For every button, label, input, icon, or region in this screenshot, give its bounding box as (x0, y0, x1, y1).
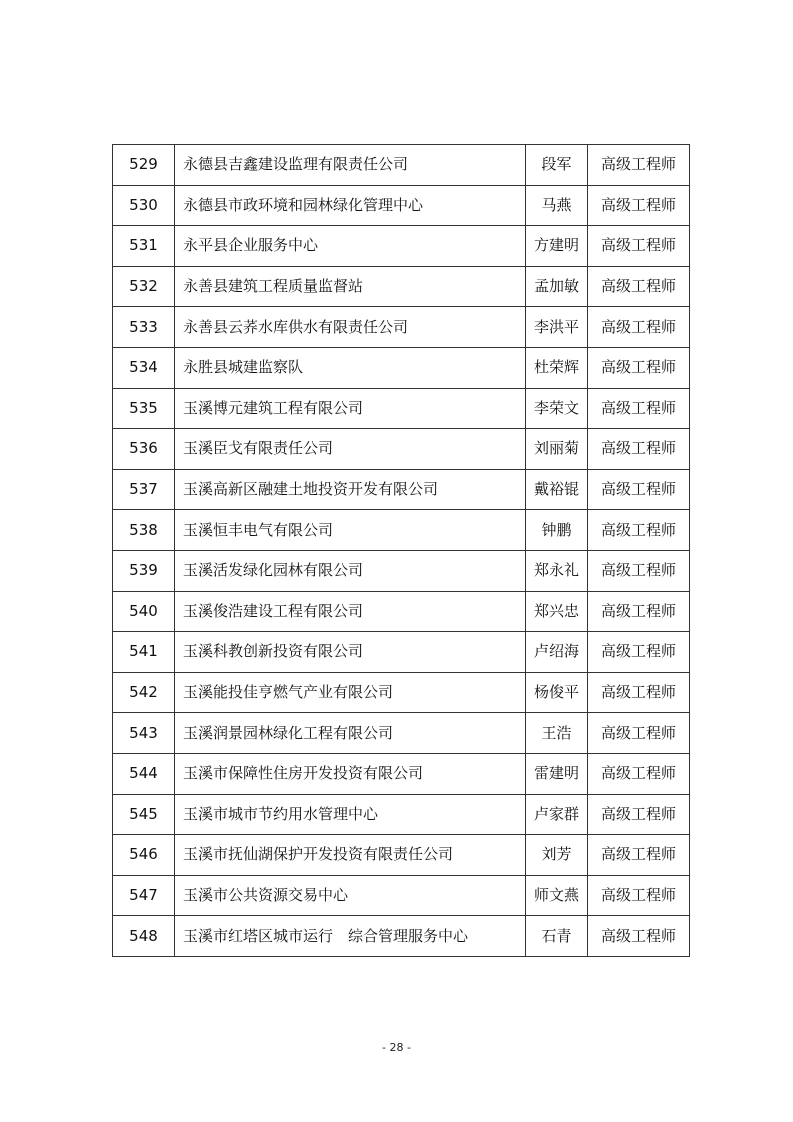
row-number-cell: 531 (113, 226, 175, 267)
job-title-cell: 高级工程师 (588, 307, 690, 348)
organization-cell: 玉溪俊浩建设工程有限公司 (175, 591, 526, 632)
table-row (113, 753, 690, 794)
table-row (113, 469, 690, 510)
job-title-cell: 高级工程师 (588, 632, 690, 673)
person-name-cell: 王浩 (526, 713, 588, 754)
person-name-cell: 杜荣辉 (526, 347, 588, 388)
job-title-cell: 高级工程师 (588, 469, 690, 510)
organization-cell: 玉溪高新区融建土地投资开发有限公司 (175, 469, 526, 510)
table-row (113, 429, 690, 470)
organization-cell: 玉溪科教创新投资有限公司 (175, 632, 526, 673)
person-name-cell: 郑永礼 (526, 550, 588, 591)
organization-cell: 玉溪润景园林绿化工程有限公司 (175, 713, 526, 754)
organization-cell: 永德县市政环境和园林绿化管理中心 (175, 185, 526, 226)
table-row (113, 347, 690, 388)
table-row (113, 388, 690, 429)
row-number-cell: 532 (113, 266, 175, 307)
row-number-cell: 537 (113, 469, 175, 510)
person-name-cell: 刘丽菊 (526, 429, 588, 470)
person-name-cell: 卢家群 (526, 794, 588, 835)
person-name-cell: 卢绍海 (526, 632, 588, 673)
organization-cell: 玉溪市公共资源交易中心 (175, 875, 526, 916)
table-row (113, 591, 690, 632)
table-body (113, 145, 690, 957)
job-title-cell: 高级工程师 (588, 226, 690, 267)
job-title-cell: 高级工程师 (588, 266, 690, 307)
organization-cell: 永平县企业服务中心 (175, 226, 526, 267)
job-title-cell: 高级工程师 (588, 591, 690, 632)
person-name-cell: 刘芳 (526, 835, 588, 876)
row-number-cell: 534 (113, 347, 175, 388)
row-number-cell: 535 (113, 388, 175, 429)
row-number-cell: 545 (113, 794, 175, 835)
table-row (113, 672, 690, 713)
organization-cell: 永胜县城建监察队 (175, 347, 526, 388)
person-name-cell: 方建明 (526, 226, 588, 267)
row-number-cell: 538 (113, 510, 175, 551)
table-row (113, 307, 690, 348)
table-row (113, 835, 690, 876)
person-name-cell: 钟鹏 (526, 510, 588, 551)
engineer-list-table (112, 144, 690, 957)
organization-cell: 永德县吉鑫建设监理有限责任公司 (175, 145, 526, 186)
organization-cell: 玉溪市抚仙湖保护开发投资有限责任公司 (175, 835, 526, 876)
table-row (113, 550, 690, 591)
job-title-cell: 高级工程师 (588, 835, 690, 876)
organization-cell: 玉溪市红塔区城市运行 综合管理服务中心 (175, 916, 526, 957)
row-number-cell: 541 (113, 632, 175, 673)
job-title-cell: 高级工程师 (588, 753, 690, 794)
row-number-cell: 529 (113, 145, 175, 186)
job-title-cell: 高级工程师 (588, 429, 690, 470)
person-name-cell: 段军 (526, 145, 588, 186)
page-number: - 28 - (382, 1041, 411, 1054)
person-name-cell: 雷建明 (526, 753, 588, 794)
row-number-cell: 546 (113, 835, 175, 876)
job-title-cell: 高级工程师 (588, 672, 690, 713)
job-title-cell: 高级工程师 (588, 185, 690, 226)
person-name-cell: 马燕 (526, 185, 588, 226)
table-row (113, 510, 690, 551)
organization-cell: 玉溪臣戈有限责任公司 (175, 429, 526, 470)
organization-cell: 玉溪市城市节约用水管理中心 (175, 794, 526, 835)
person-name-cell: 李洪平 (526, 307, 588, 348)
person-name-cell: 郑兴忠 (526, 591, 588, 632)
row-number-cell: 539 (113, 550, 175, 591)
row-number-cell: 533 (113, 307, 175, 348)
job-title-cell: 高级工程师 (588, 875, 690, 916)
person-name-cell: 孟加敏 (526, 266, 588, 307)
row-number-cell: 548 (113, 916, 175, 957)
organization-cell: 玉溪市保障性住房开发投资有限公司 (175, 753, 526, 794)
person-name-cell: 李荣文 (526, 388, 588, 429)
organization-cell: 永善县建筑工程质量监督站 (175, 266, 526, 307)
job-title-cell: 高级工程师 (588, 550, 690, 591)
table-row (113, 266, 690, 307)
table-row (113, 226, 690, 267)
organization-cell: 永善县云荞水库供水有限责任公司 (175, 307, 526, 348)
table-row (113, 916, 690, 957)
person-name-cell: 戴裕锟 (526, 469, 588, 510)
organization-cell: 玉溪博元建筑工程有限公司 (175, 388, 526, 429)
organization-cell: 玉溪恒丰电气有限公司 (175, 510, 526, 551)
job-title-cell: 高级工程师 (588, 388, 690, 429)
row-number-cell: 542 (113, 672, 175, 713)
row-number-cell: 540 (113, 591, 175, 632)
person-name-cell: 师文燕 (526, 875, 588, 916)
organization-cell: 玉溪能投佳亨燃气产业有限公司 (175, 672, 526, 713)
job-title-cell: 高级工程师 (588, 145, 690, 186)
row-number-cell: 547 (113, 875, 175, 916)
row-number-cell: 543 (113, 713, 175, 754)
job-title-cell: 高级工程师 (588, 347, 690, 388)
job-title-cell: 高级工程师 (588, 510, 690, 551)
table-row (113, 713, 690, 754)
job-title-cell: 高级工程师 (588, 713, 690, 754)
organization-cell: 玉溪活发绿化园林有限公司 (175, 550, 526, 591)
table-row (113, 875, 690, 916)
person-name-cell: 石青 (526, 916, 588, 957)
row-number-cell: 530 (113, 185, 175, 226)
person-name-cell: 杨俊平 (526, 672, 588, 713)
table-row (113, 794, 690, 835)
job-title-cell: 高级工程师 (588, 916, 690, 957)
job-title-cell: 高级工程师 (588, 794, 690, 835)
table-row (113, 145, 690, 186)
table-row (113, 632, 690, 673)
row-number-cell: 544 (113, 753, 175, 794)
row-number-cell: 536 (113, 429, 175, 470)
table-row (113, 185, 690, 226)
